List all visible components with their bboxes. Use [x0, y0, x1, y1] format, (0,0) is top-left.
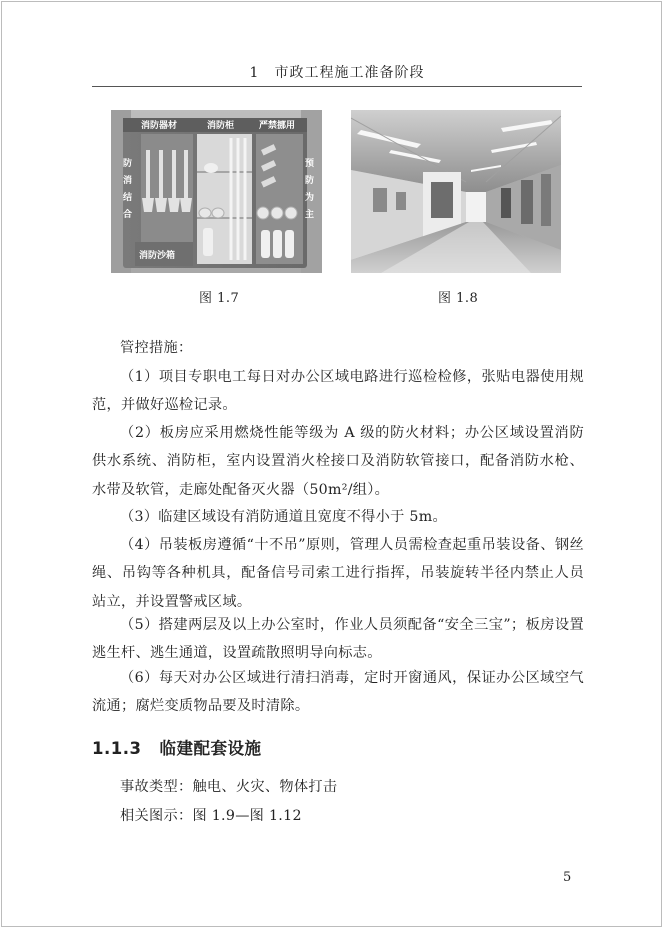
- related-figures: 相关图示：图 1.9—图 1.12: [120, 808, 302, 824]
- measure-item-4: （4）吊装板房遵循“十不吊”原则，管理人员需检查起重吊装设备、钢丝绳、吊钩等各种机具，配备信号司索工进行指挥，吊装旋转半径内禁止人员站立，并设置警戒区域。: [92, 537, 584, 610]
- running-header: 1 市政工程施工准备阶段: [249, 65, 425, 81]
- figure-caption-1-7: 图 1.7: [199, 291, 240, 306]
- label-cabinet: 消防柜: [207, 121, 235, 131]
- intro-paragraph: 管控措施：: [120, 340, 193, 356]
- measure-item-6: （6）每天对办公区域进行清扫消毒，定时开窗通风，保证办公区域空气流通；腐烂变质物品要及时清除。: [92, 670, 584, 715]
- measure-item-1: （1）项目专职电工每日对办公区域电路进行巡检检修，张贴电器使用规范，并做好巡检记录。: [92, 369, 584, 414]
- figure-corridor-photo: [351, 110, 561, 273]
- header-rule: [92, 86, 582, 87]
- accident-types: 事故类型：触电、火灾、物体打击: [120, 779, 338, 795]
- measure-item-3: （3）临建区域设有消防通道且宽度不得小于 5m。: [120, 509, 447, 525]
- figure-caption-1-8: 图 1.8: [438, 291, 479, 306]
- label-sandbox: 消防沙箱: [139, 251, 176, 261]
- measure-item-2: （2）板房应采用燃烧性能等级为 A 级的防火材料；办公区域设置消防供水系统、消防柜，室内设置消火栓接口及消防软管接口，配备消防水枪、水带及软管，走廊处配备灭火器（50m²/组）。: [92, 425, 584, 498]
- label-no-tamper: 严禁挪用: [259, 121, 296, 131]
- measure-item-5: （5）搭建两层及以上办公室时，作业人员须配备“安全三宝”；板房设置逃生杆、逃生通道，设置疏散照明导向标志。: [92, 617, 584, 662]
- label-equipment: 消防器材: [141, 121, 178, 131]
- figure-fire-cabinet-photo: [111, 110, 322, 273]
- label-right-vertical: 预防为主: [303, 158, 313, 226]
- label-left-vertical: 防消结合: [121, 158, 131, 226]
- section-heading: [92, 735, 261, 759]
- section-number: 1.1.3: [92, 739, 142, 758]
- page-number: 5: [563, 870, 572, 885]
- section-title: 临建配套设施: [159, 739, 262, 758]
